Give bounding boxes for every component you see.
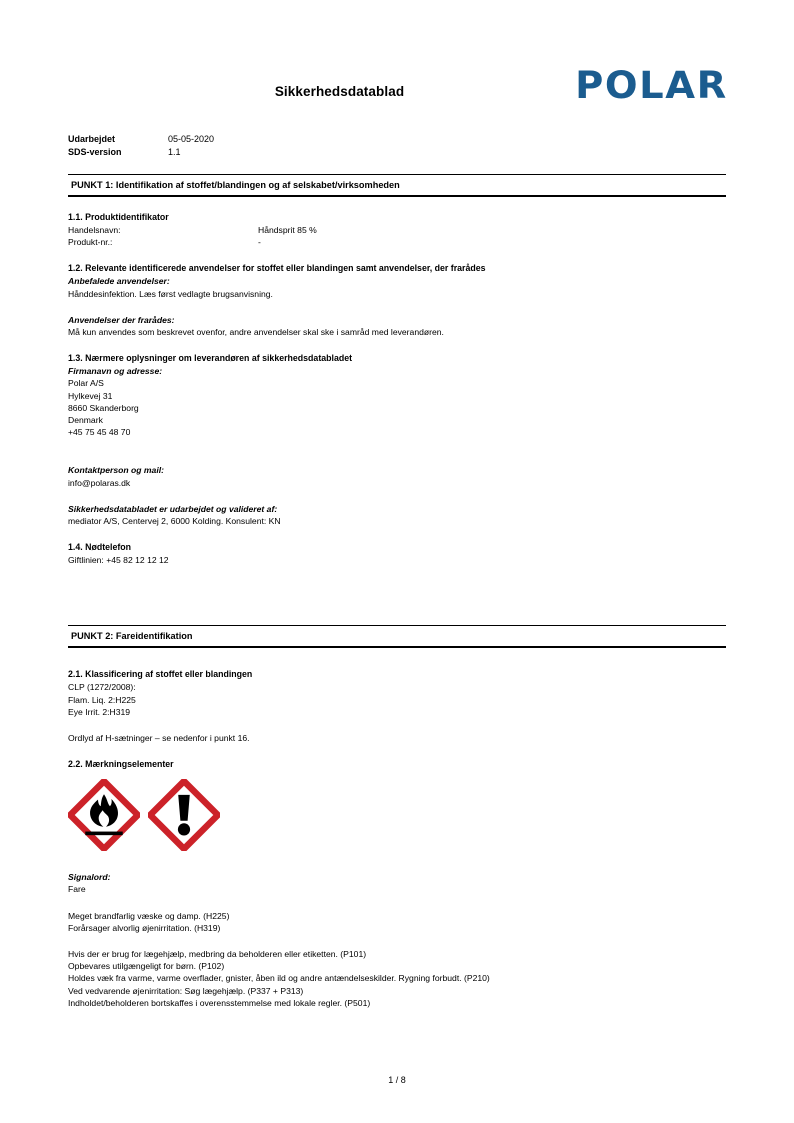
exclamation-mark-pictogram [148,779,220,851]
section-1-heading: PUNKT 1: Identifikation af stoffet/blandingen og af selskabet/virksomheden [68,174,726,197]
classification-item: Eye Irrit. 2:H319 [68,706,131,717]
company-line: +45 75 45 48 70 [68,427,131,438]
meta-row-prepared [68,133,726,146]
subsection-1-1-title: 1.1. Produktidentifikator [68,212,169,222]
trade-name-row [68,224,726,236]
contact-person-label: Kontaktperson og mail: [68,465,164,476]
company-address-lines [68,377,726,438]
recommended-uses-label: Anbefalede anvendelser: [68,276,170,287]
precautionary-statement: Hvis der er brug for lægehjælp, medbring da beholderen eller etiketten. (P101) [68,949,367,960]
validated-by-value: mediator A/S, Centervej 2, 6000 Kolding. Konsulent: KN [68,516,281,527]
page-footer: 1 / 8 [388,1075,406,1085]
section-2-heading: PUNKT 2: Fareidentifikation [68,625,726,648]
precautionary-statement: Opbevares utilgængeligt for børn. (P102) [68,961,225,972]
classification-item: Flam. Liq. 2:H225 [68,694,136,705]
hazard-statement: Meget brandfarlig væske og damp. (H225) [68,910,230,921]
document-header [68,62,726,124]
subsection-1-2-title: 1.2. Relevante identificerede anvendelser for stoffet eller blandingen samt anvendelser, der frarådes [68,263,486,274]
prepared-value: 05-05-2020 [168,134,215,144]
precautionary-statement: Holdes væk fra varme, varme overflader, gnister, åben ild og andre antændelseskilder. Rygning forbudt. (P210) [68,973,490,984]
contact-email: info@polaras.dk [68,477,131,488]
precautionary-statement: Indholdet/beholderen bortskaffes i overensstemmelse med lokale regler. (P501) [68,997,371,1008]
recommended-uses-value: Hånddesinfektion. Læs først vedlagte brugsanvisning. [68,288,273,299]
flame-pictogram [68,779,140,851]
polar-logo: POLAR [575,64,728,107]
sds-version-label: SDS-version [68,146,122,157]
advised-against-label: Anvendelser der frarådes: [68,314,175,325]
subsection-2-2-title: 2.2. Mærkningselementer [68,759,174,770]
subsection-2-1-title: 2.1. Klassificering af stoffet eller blandingen [68,669,253,680]
meta-row-version [68,146,726,159]
trade-name-label: Handelsnavn: [68,225,121,235]
trade-name-value: Håndsprit 85 % [258,225,317,235]
page-content [68,0,726,1009]
product-no-row [68,236,726,248]
clp-label: CLP (1272/2008): [68,682,136,693]
prepared-label: Udarbejdet [68,134,116,144]
product-no-label: Produkt-nr.: [68,237,113,248]
advised-against-value: Må kun anvendes som beskrevet ovenfor, andre anvendelser skal ske i samråd med leverandøren. [68,327,444,338]
signal-word-value: Fare [68,884,86,895]
ghs-pictogram-group [68,779,726,851]
company-line: Polar A/S [68,378,104,389]
precautionary-statement: Ved vedvarende øjenirritation: Søg lægehjælp. (P337 + P313) [68,985,304,996]
company-line: 8660 Skanderborg [68,402,139,413]
signal-word-label: Signalord: [68,872,111,883]
subsection-1-3-title: 1.3. Nærmere oplysninger om leverandøren af sikkerhedsdatabladet [68,353,353,364]
document-meta [68,133,726,158]
company-line: Hylkevej 31 [68,390,113,401]
emergency-phone-value: Giftlinien: +45 82 12 12 12 [68,555,169,566]
hazard-statement: Forårsager alvorlig øjenirritation. (H319) [68,922,221,933]
subsection-1-4-title: 1.4. Nødtelefon [68,542,132,553]
company-address-label: Firmanavn og adresse: [68,366,163,377]
h-statement-note: Ordlyd af H-sætninger – se nedenfor i punkt 16. [68,733,250,744]
page-title: Sikkerhedsdatablad [274,84,405,99]
product-no-value: - [258,237,261,248]
company-line: Denmark [68,415,103,426]
sds-version-value: 1.1 [168,146,181,157]
validated-by-label: Sikkerhedsdatabladet er udarbejdet og valideret af: [68,503,278,514]
